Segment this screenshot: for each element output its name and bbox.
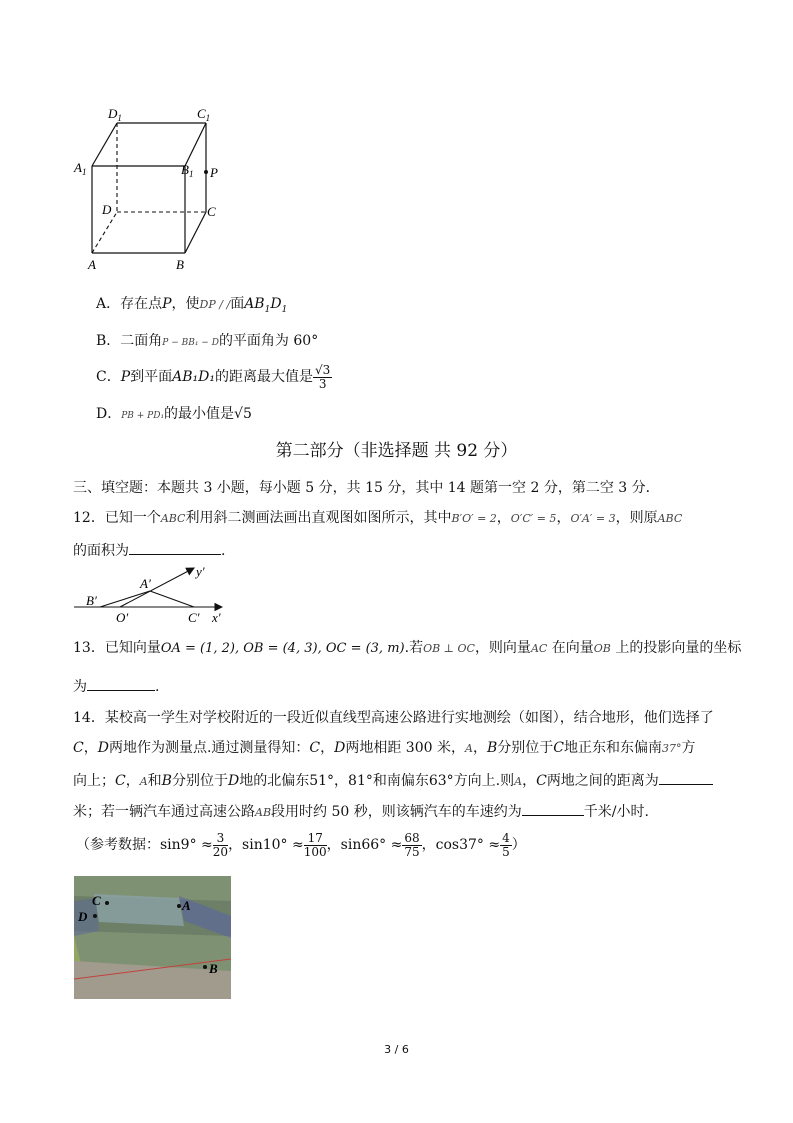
y-axis	[120, 568, 194, 607]
answer-blank-q13[interactable]	[87, 676, 155, 691]
section-title: 第二部分（非选择题 共 92 分）	[275, 441, 518, 461]
q12-line2: 的面积为 .	[73, 540, 225, 561]
map-point-c	[105, 901, 109, 905]
segment-a-c	[150, 591, 194, 607]
q14-line4: 米；若一辆汽车通过高速公路AB段用时约 50 秒，则该辆汽车的车速约为 千米/小时.	[73, 801, 649, 823]
label-a: A	[88, 257, 96, 272]
q11-option-a: A．存在点P，使DP / /面$AB_1D_1$	[96, 296, 288, 315]
label-y-prime: y′	[196, 564, 205, 579]
map-label-a: A	[182, 898, 191, 913]
edge-b1-c1	[185, 123, 206, 166]
q13-line2: 为 .	[73, 676, 159, 697]
q11-option-c: C．P到平面AB₁D₁的距离最大值是 $\frac{√3}{3}$	[96, 362, 331, 391]
answer-blank-q14-speed[interactable]	[522, 801, 584, 816]
q13-line1: 13．已知向量OA = (1, 2), OB = (4, 3), OC = (3, m).若OB ⊥ OC，则向量AC 在向量OB 上的投影向量的坐标	[73, 640, 742, 656]
q11-option-d: D．PB + PD₁的最小值是√5	[96, 406, 252, 422]
label-a-prime: A′	[140, 576, 151, 591]
label-o-prime: O′	[116, 610, 129, 625]
cube-figure	[70, 100, 230, 275]
satellite-map-drawing	[74, 876, 231, 999]
label-b: B	[176, 257, 184, 272]
map-label-d: D	[78, 909, 88, 924]
q12-figure	[70, 560, 230, 630]
q14-reference-data: （参考数据：sin9° ≈ $\frac{3}{20}$ ，sin10° ≈ $\frac{17}{100}$ ，sin66° ≈ $\frac{68}{75}$ ，cos37° ≈ $\frac{4}{5}$ ）	[76, 830, 526, 859]
label-p: P	[210, 165, 218, 180]
map-point-d	[93, 914, 97, 918]
edge-b-c	[185, 212, 206, 253]
q11-option-b: B．二面角P − BB₁ − D的平面角为 60°	[96, 333, 319, 349]
label-d1: $D_1$	[108, 106, 122, 123]
fraction-sqrt3-over-3: $\frac{√3}{3}$	[315, 362, 331, 391]
page-number: 3 / 6	[384, 1043, 409, 1056]
map-point-a	[177, 904, 181, 908]
label-c-prime: C′	[188, 610, 200, 625]
q14-line1: 14．某校高一学生对学校附近的一段近似直线型高速公路进行实地测绘（如图），结合地形，他们选择了	[73, 710, 714, 726]
label-c1: $C_1$	[197, 106, 211, 123]
map-label-b: B	[209, 961, 218, 976]
label-b-prime: B′	[86, 593, 97, 608]
edge-a1-d1	[92, 123, 117, 166]
label-d: D	[102, 202, 112, 217]
q12-line1: 12．已知一个ABC利用斜二测画法画出直观图如图所示，其中B′O′ = 2，O′C′ = 5，O′A′ = 3，则原ABC	[73, 510, 683, 526]
label-a1: $A_1$	[74, 160, 87, 177]
answer-blank-q12[interactable]	[129, 540, 221, 555]
answer-blank-q14-distance[interactable]	[659, 770, 713, 785]
map-point-b	[203, 965, 207, 969]
label-b1: $B_1$	[181, 162, 194, 179]
q14-line3: 向上；C，A和B分别位于D地的北偏东51°，81°和南偏东63°方向上.则A，C两地之间的距离为	[73, 770, 713, 792]
label-c: C	[207, 204, 216, 219]
map-label-c: C	[92, 893, 101, 908]
point-p	[204, 170, 208, 174]
label-x-prime: x′	[212, 610, 221, 625]
q14-line2: C，D两地作为测量点.通过测量得知：C，D两地相距 300 米，A，B分别位于C地正东和东偏南37°方	[73, 740, 696, 756]
section-intro: 三、填空题：本题共 3 小题，每小题 5 分，共 15 分，其中 14 题第一空 2 分，第二空 3 分．	[73, 480, 660, 496]
q14-satellite-photo	[74, 876, 231, 999]
hidden-edge-a-d	[92, 212, 117, 253]
